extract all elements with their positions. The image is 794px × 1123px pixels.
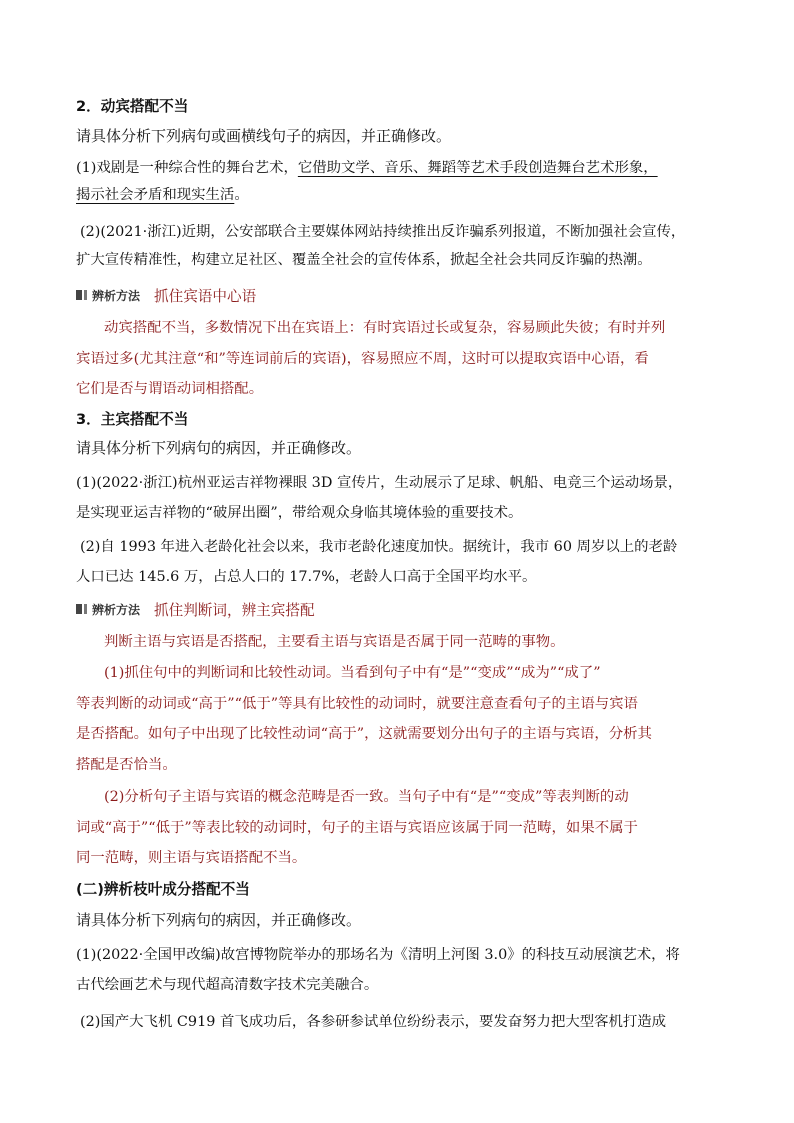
question-line: 古代绘画艺术与现代超高清数字技术完美融合。: [76, 977, 379, 993]
underlined-text: 它借助文学、音乐、舞蹈等艺术手段创造舞台艺术形象，: [297, 160, 658, 176]
method-title: 抓住宾语中心语: [154, 287, 257, 305]
method-title: 抓住判断词，辨主宾搭配: [154, 601, 315, 619]
question-text: (1)戏剧是一种综合性的舞台艺术，: [76, 160, 298, 176]
question-line: [76, 185, 726, 205]
question-line: (2)(2021·浙江)近期，公安部联合主要媒体网站持续推出反诈骗系列报道，不断加强社会宣传，: [80, 224, 686, 240]
section-heading: 3．主宾搭配不当: [76, 411, 189, 428]
method-text: 同一范畴，则主语与宾语搭配不当。: [76, 850, 307, 866]
task-prompt: 请具体分析下列病句或画横线句子的病因，并正确修改。: [76, 127, 452, 145]
method-bar-icon: [76, 290, 82, 300]
method-text: 动宾搭配不当，多数情况下出在宾语上：有时宾语过长或复杂，容易顾此失彼；有时并列: [104, 320, 666, 336]
method-bar-icon: [84, 604, 87, 614]
method-bar-icon: [76, 604, 82, 614]
question-line: (1)(2022·全国甲改编)故宫博物院举办的那场名为《清明上河图 3.0》的科技互动展演艺术，将: [76, 947, 680, 963]
question-line: [76, 158, 726, 178]
method-bar-icon: [84, 290, 87, 300]
method-text: (1)抓住句中的判断词和比较性动词。当看到句子中有“是”“变成”“成为”“成了”: [104, 665, 601, 681]
method-text: 判断主语与宾语是否搭配，主要看主语与宾语是否属于同一范畴的事物。: [104, 634, 565, 650]
task-prompt: 请具体分析下列病句的病因，并正确修改。: [76, 911, 362, 929]
method-text: 等表判断的动词或“高于”“低于”等具有比较性的动词时，就要注意查看句子的主语与宾语: [76, 696, 638, 712]
method-tag: 辨析方法: [92, 602, 141, 617]
method-text: 宾语过多(尤其注意“和”等连词前后的宾语)，容易照应不周，这时可以提取宾语中心语，看: [76, 351, 649, 367]
method-tag: 辨析方法: [92, 288, 141, 303]
method-text: 是否搭配。如句子中出现了比较性动词“高于”，这就需要划分出句子的主语与宾语，分析其: [76, 726, 652, 742]
question-line: (2)国产大飞机 C919 首飞成功后，各参研参试单位纷纷表示，要发奋努力把大型客机打造成: [80, 1014, 667, 1030]
question-line: 人口已达 145.6 万，占总人口的 17.7%，老龄人口高于全国平均水平。: [76, 569, 537, 585]
method-text: 它们是否与谓语动词相搭配。: [76, 381, 264, 397]
underlined-text: 揭示社会矛盾和现实生活: [76, 187, 235, 203]
question-line: 扩大宣传精准性，构建立足社区、覆盖全社会的宣传体系，掀起全社会共同反诈骗的热潮。: [76, 252, 652, 268]
question-line: 是实现亚运吉祥物的“破屏出圈”，带给观众身临其境体验的重要技术。: [76, 505, 523, 521]
question-line: (1)(2022·浙江)杭州亚运吉祥物裸眼 3D 宣传片，生动展示了足球、帆船、电竞三个运动场景，: [76, 475, 683, 491]
method-text: 搭配是否恰当。: [76, 757, 177, 773]
section-heading: 2．动宾搭配不当: [76, 98, 189, 115]
section-heading: (二)辨析枝叶成分搭配不当: [76, 881, 250, 898]
task-prompt: 请具体分析下列病句的病因，并正确修改。: [76, 439, 362, 457]
question-text: 。: [234, 187, 249, 203]
question-line: (2)自 1993 年进入老龄化社会以来，我市老龄化速度加快。据统计，我市 60 周岁以上的老龄: [80, 539, 678, 555]
method-text: (2)分析句子主语与宾语的概念范畴是否一致。当句子中有“是”“变成”等表判断的动: [104, 789, 629, 805]
method-text: 词或“高于”“低于”等表比较的动词时，句子的主语与宾语应该属于同一范畴，如果不属于: [76, 820, 638, 836]
method-banner: [76, 598, 315, 620]
method-banner: [76, 284, 256, 306]
